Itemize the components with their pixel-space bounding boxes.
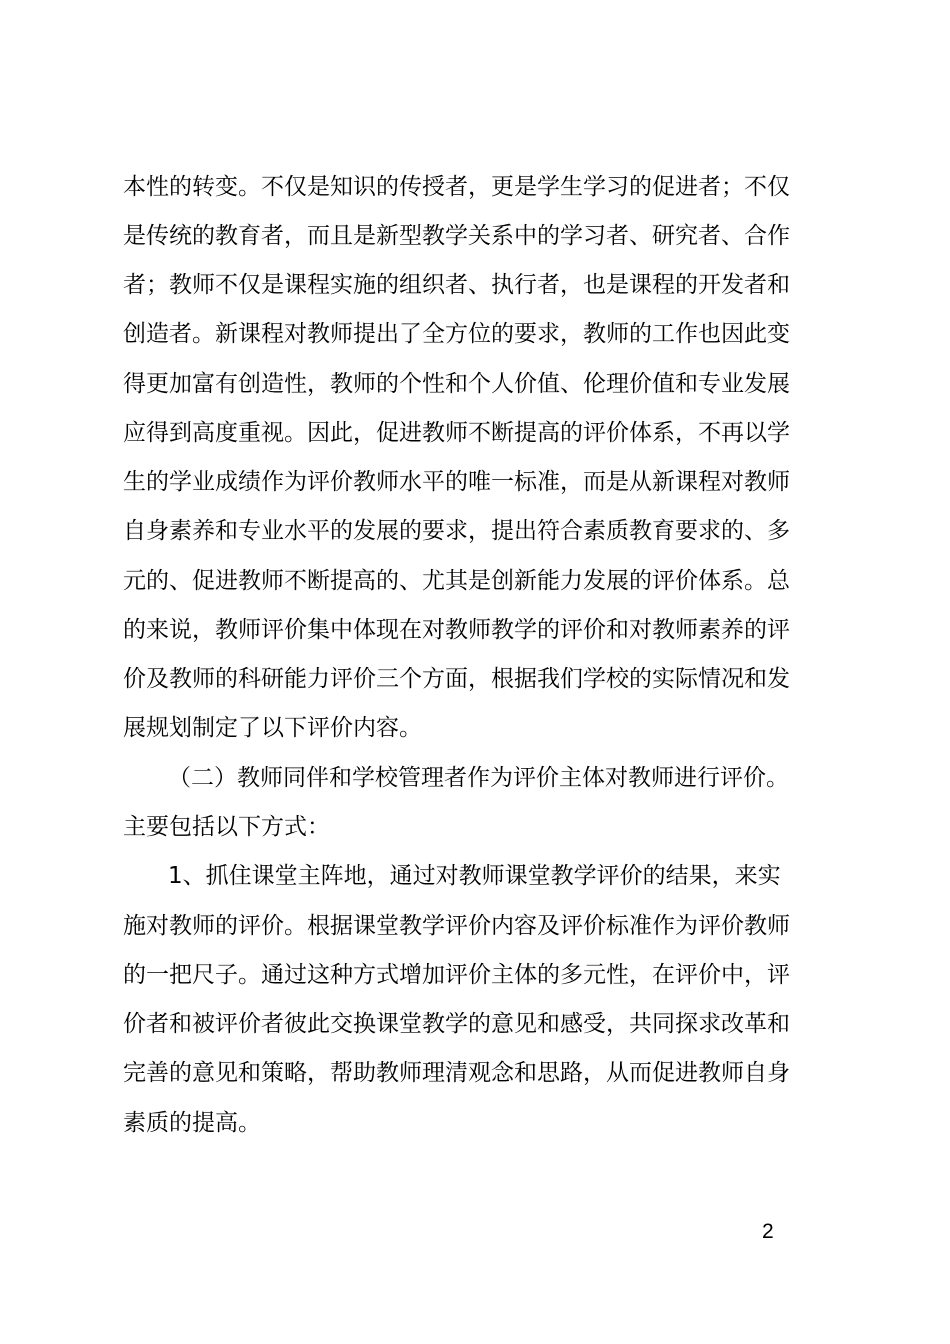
body-text-line: 元的、促进教师不断提高的、尤其是创新能力发展的评价体系。总 [123,568,790,594]
section-heading-line: （二）教师同伴和学校管理者作为评价主体对教师进行评价。 [168,765,789,791]
body-text-line: 价者和被评价者彼此交换课堂教学的意见和感受，共同探求改革和 [123,1011,790,1037]
body-text-line: 的一把尺子。通过这种方式增加评价主体的多元性，在评价中，评 [123,962,790,988]
list-item-line: 1、抓住课堂主阵地，通过对教师课堂教学评价的结果，来实 [168,863,781,889]
body-text-line: 素质的提高。 [123,1110,261,1136]
body-text-line: 自身素养和专业水平的发展的要求，提出符合素质教育要求的、多 [123,518,790,544]
body-text-line: 施对教师的评价。根据课堂教学评价内容及评价标准作为评价教师 [123,913,790,939]
body-text-line: 应得到高度重视。因此，促进教师不断提高的评价体系，不再以学 [123,420,790,446]
body-text-line: 的来说，教师评价集中体现在对教师教学的评价和对教师素养的评 [123,617,790,643]
body-text-line: 主要包括以下方式： [123,814,330,840]
page-number: 2 [762,1220,774,1243]
body-text-line: 创造者。新课程对教师提出了全方位的要求，教师的工作也因此变 [123,321,790,347]
body-text-line: 是传统的教育者，而且是新型教学关系中的学习者、研究者、合作 [123,223,790,249]
body-text-line: 得更加富有创造性，教师的个性和个人价值、伦理价值和专业发展 [123,371,790,397]
body-text-line: 完善的意见和策略，帮助教师理清观念和思路，从而促进教师自身 [123,1060,790,1086]
body-text-line: 价及教师的科研能力评价三个方面，根据我们学校的实际情况和发 [123,666,790,692]
body-text-line: 展规划制定了以下评价内容。 [123,715,422,741]
body-text-line: 本性的转变。不仅是知识的传授者，更是学生学习的促进者；不仅 [123,174,790,200]
body-text-line: 生的学业成绩作为评价教师水平的唯一标准，而是从新课程对教师 [123,469,790,495]
body-text-line: 者；教师不仅是课程实施的组织者、执行者，也是课程的开发者和 [123,272,790,298]
